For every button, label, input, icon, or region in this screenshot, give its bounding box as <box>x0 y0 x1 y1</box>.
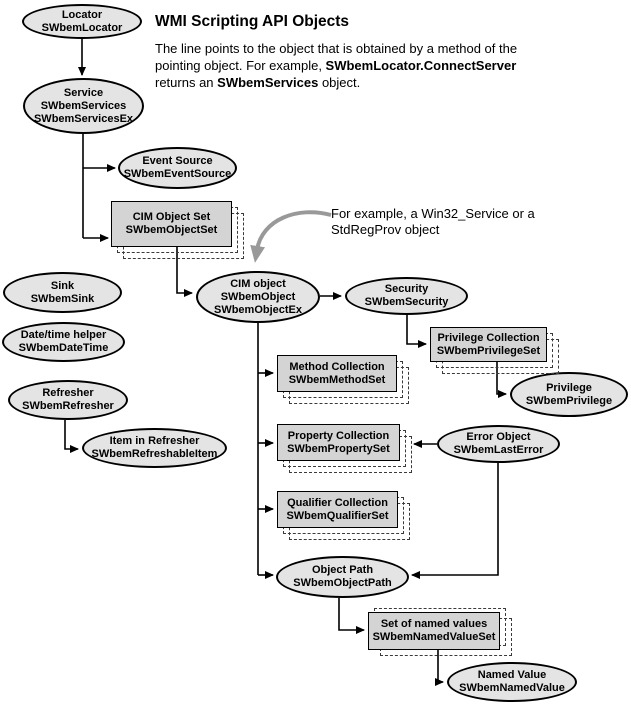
node-refresher-line-2: SWbemRefresher <box>22 400 114 412</box>
node-item-in-refresher-line-1: Item in Refresher <box>109 435 200 447</box>
node-object-path-line-1: Object Path <box>311 564 374 576</box>
node-object-path <box>276 556 409 598</box>
connector-objectpath-to-namedvalueset <box>339 598 364 630</box>
node-named-value-set-box-line-2: SWbemNamedValueSet <box>372 631 496 643</box>
node-service-line-1: Service <box>63 86 104 99</box>
node-method-collection <box>277 355 397 392</box>
description-seg1: The line points to the object that is obtained by a method of the pointing object. For example, <box>155 41 518 73</box>
callout-curved-arrow <box>257 212 331 250</box>
callout-line2: StdRegProv object <box>331 222 440 237</box>
node-service <box>23 78 144 134</box>
node-object-path-line-2: SWbemObjectPath <box>293 577 392 589</box>
node-event-source-line-1: Event Source <box>142 155 213 167</box>
node-named-value <box>447 662 577 702</box>
node-named-value-set-box-line-1: Set of named values <box>380 618 488 630</box>
connector-refresher-to-item <box>65 420 78 449</box>
node-property-collection-box <box>277 424 400 461</box>
node-cim-object-line-3: SWbemObjectEx <box>213 303 303 316</box>
description-text <box>155 40 559 91</box>
node-security-line-2: SWbemSecurity <box>364 296 449 308</box>
node-qualifier-collection <box>277 491 398 528</box>
node-item-in-refresher <box>82 428 227 468</box>
node-method-collection-box <box>277 355 397 392</box>
node-service-line-2: SWbemServices <box>40 99 127 112</box>
callout-text <box>331 206 535 238</box>
node-privilege-collection-box <box>430 327 547 362</box>
node-privilege-collection-box-line-2: SWbemPrivilegeSet <box>436 344 541 357</box>
node-named-value-set-box <box>368 612 500 650</box>
node-event-source <box>118 147 237 189</box>
node-property-collection <box>277 424 400 461</box>
node-sink <box>3 272 122 313</box>
node-security-line-1: Security <box>384 283 429 295</box>
node-qualifier-collection-box-line-1: Qualifier Collection <box>287 496 388 509</box>
node-sink-line-2: SWbemSink <box>30 292 95 305</box>
description-bold-swbemservices: SWbemServices <box>217 75 319 90</box>
node-named-value-line-1: Named Value <box>477 669 547 681</box>
node-datetime-helper-line-1: Date/time helper <box>20 329 107 341</box>
node-cim-object <box>196 271 320 323</box>
node-item-in-refresher-line-2: SWbemRefreshableItem <box>91 448 218 460</box>
node-privilege <box>510 372 628 417</box>
node-cim-object-set-box-line-1: CIM Object Set <box>132 211 211 223</box>
node-security <box>345 277 468 315</box>
node-property-collection-box-line-2: SWbemPropertySet <box>287 442 390 455</box>
description-seg3: returns an <box>155 75 218 90</box>
node-qualifier-collection-box-line-2: SWbemQualifierSet <box>286 509 389 522</box>
node-privilege-collection-box-line-1: Privilege Collection <box>437 331 540 344</box>
node-property-collection-box-line-1: Property Collection <box>287 429 390 442</box>
description-seg5: object. <box>318 75 361 90</box>
node-service-line-3: SWbemServicesEx <box>33 112 134 125</box>
node-named-value-line-2: SWbemNamedValue <box>459 682 565 694</box>
node-sink-line-1: Sink <box>50 279 75 292</box>
node-privilege-collection <box>430 327 547 362</box>
node-privilege-line-2: SWbemPrivilege <box>525 394 613 407</box>
connector-security-to-privilegeset <box>407 314 426 344</box>
node-privilege-line-1: Privilege <box>546 381 592 394</box>
node-locator-line-2: SWbemLocator <box>41 21 123 34</box>
page-title: WMI Scripting API Objects <box>155 13 350 30</box>
node-cim-object-line-2: SWbemObject <box>220 290 296 303</box>
node-cim-object-set <box>111 201 232 247</box>
node-error-object-line-2: SWbemLastError <box>453 444 544 456</box>
node-refresher <box>8 380 128 420</box>
node-refresher-line-1: Refresher <box>42 387 94 399</box>
node-datetime-helper-line-2: SWbemDateTime <box>18 342 109 354</box>
node-qualifier-collection-box <box>277 491 398 528</box>
node-cim-object-set-box <box>111 201 232 247</box>
node-error-object-line-1: Error Object <box>466 431 531 443</box>
node-event-source-line-2: SWbemEventSource <box>123 168 232 180</box>
node-locator-line-1: Locator <box>61 8 103 21</box>
connector-errorobject-to-objectpath <box>412 463 498 575</box>
description-bold-connectserver: SWbemLocator.ConnectServer <box>325 58 517 73</box>
node-named-value-set <box>368 612 500 650</box>
callout-line1: For example, a Win32_Service or a <box>331 206 535 221</box>
node-method-collection-box-line-1: Method Collection <box>289 360 385 373</box>
node-datetime-helper <box>2 322 125 362</box>
node-method-collection-box-line-2: SWbemMethodSet <box>288 373 386 386</box>
node-cim-object-set-box-line-2: SWbemObjectSet <box>125 224 218 236</box>
node-locator <box>22 4 142 39</box>
node-error-object <box>437 425 560 463</box>
node-cim-object-line-1: CIM object <box>230 277 286 290</box>
